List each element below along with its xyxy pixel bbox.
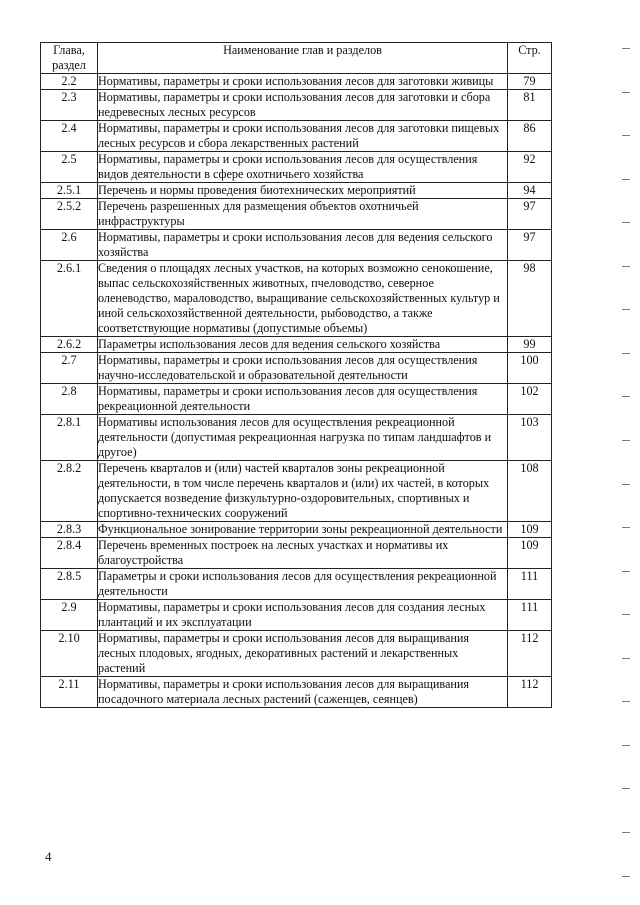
section-page: 111 [508, 600, 552, 631]
table-row [41, 230, 552, 261]
section-title: Сведения о площадях лесных участков, на которых возможно сенокошение, выпас сельскохозяйственных животных, пчеловодство, северное оленеводство, мараловодство, выращивание сельскохозяйственных культур и иной сельскохозяйственной деятельности, рыбоводство, а также соответствующие нормативы (допустимые объемы) [98, 261, 508, 337]
section-title: Нормативы, параметры и сроки использования лесов для осуществления видов деятельности в сфере охотничьего хозяйства [98, 152, 508, 183]
section-number: 2.2 [41, 74, 98, 90]
table-row [41, 261, 552, 337]
table-row [41, 461, 552, 522]
section-title: Нормативы, параметры и сроки использования лесов для осуществления научно-исследовательской и образовательной деятельности [98, 353, 508, 384]
section-number: 2.6 [41, 230, 98, 261]
section-title: Нормативы, параметры и сроки использования лесов для осуществления рекреационной деятельности [98, 384, 508, 415]
section-title: Перечень временных построек на лесных участках и нормативы их благоустройства [98, 538, 508, 569]
table-row [41, 199, 552, 230]
section-number: 2.5 [41, 152, 98, 183]
section-page: 109 [508, 522, 552, 538]
table-row [41, 74, 552, 90]
section-title: Параметры и сроки использования лесов для осуществления рекреационной деятельности [98, 569, 508, 600]
section-number: 2.4 [41, 121, 98, 152]
section-number: 2.8.5 [41, 569, 98, 600]
table-row [41, 631, 552, 677]
section-number: 2.11 [41, 677, 98, 708]
section-number: 2.6.2 [41, 337, 98, 353]
table-header-row [41, 43, 552, 74]
section-number: 2.5.1 [41, 183, 98, 199]
table-row [41, 677, 552, 708]
header-chapter: Глава, раздел [41, 43, 98, 74]
contents-table [40, 42, 552, 708]
header-page: Стр. [508, 43, 552, 74]
section-page: 97 [508, 230, 552, 261]
section-title: Нормативы, параметры и сроки использования лесов для создания лесных плантаций и их эксплуатации [98, 600, 508, 631]
section-number: 2.9 [41, 600, 98, 631]
table-row [41, 600, 552, 631]
section-number: 2.3 [41, 90, 98, 121]
header-title: Наименование глав и разделов [98, 43, 508, 74]
section-page: 111 [508, 569, 552, 600]
section-page: 97 [508, 199, 552, 230]
section-number: 2.6.1 [41, 261, 98, 337]
page-number: 4 [45, 849, 52, 864]
table-row [41, 183, 552, 199]
section-number: 2.8 [41, 384, 98, 415]
table-row [41, 121, 552, 152]
section-title: Перечень и нормы проведения биотехнических мероприятий [98, 183, 508, 199]
section-page: 94 [508, 183, 552, 199]
section-title: Нормативы, параметры и сроки использования лесов для заготовки живицы [98, 74, 508, 90]
table-row [41, 384, 552, 415]
section-title: Функциональное зонирование территории зоны рекреационной деятельности [98, 522, 508, 538]
table-row [41, 538, 552, 569]
section-number: 2.5.2 [41, 199, 98, 230]
scan-edge-marks [612, 0, 640, 905]
section-title: Нормативы, параметры и сроки использования лесов для выращивания лесных плодовых, ягодных, декоративных растений и лекарственных растений [98, 631, 508, 677]
section-number: 2.7 [41, 353, 98, 384]
table-row [41, 337, 552, 353]
section-number: 2.8.3 [41, 522, 98, 538]
section-number: 2.8.2 [41, 461, 98, 522]
section-page: 112 [508, 677, 552, 708]
contents-body [41, 74, 552, 708]
section-page: 86 [508, 121, 552, 152]
table-row [41, 90, 552, 121]
section-page: 79 [508, 74, 552, 90]
section-title: Параметры использования лесов для ведения сельского хозяйства [98, 337, 508, 353]
section-title: Перечень разрешенных для размещения объектов охотничьей инфраструктуры [98, 199, 508, 230]
section-title: Нормативы, параметры и сроки использования лесов для заготовки и сбора недревесных лесных ресурсов [98, 90, 508, 121]
table-row [41, 152, 552, 183]
section-page: 99 [508, 337, 552, 353]
section-page: 92 [508, 152, 552, 183]
section-page: 98 [508, 261, 552, 337]
section-number: 2.8.1 [41, 415, 98, 461]
table-row [41, 569, 552, 600]
section-page: 103 [508, 415, 552, 461]
section-page: 108 [508, 461, 552, 522]
section-number: 2.8.4 [41, 538, 98, 569]
section-number: 2.10 [41, 631, 98, 677]
section-page: 81 [508, 90, 552, 121]
section-page: 102 [508, 384, 552, 415]
section-page: 109 [508, 538, 552, 569]
section-title: Перечень кварталов и (или) частей кварталов зоны рекреационной деятельности, в том числе перечень кварталов и (или) их частей, в которых допускается возведение физкультурно-оздоровительных, спортивных и спортивно-технических сооружений [98, 461, 508, 522]
section-title: Нормативы, параметры и сроки использования лесов для заготовки пищевых лесных ресурсов и сбора лекарственных растений [98, 121, 508, 152]
section-title: Нормативы, параметры и сроки использования лесов для выращивания посадочного материала лесных растений (саженцев, сеянцев) [98, 677, 508, 708]
section-page: 100 [508, 353, 552, 384]
section-title: Нормативы использования лесов для осуществления рекреационной деятельности (допустимая рекреационная нагрузка по типам ландшафтов и другое) [98, 415, 508, 461]
table-row [41, 415, 552, 461]
table-row [41, 522, 552, 538]
table-row [41, 353, 552, 384]
section-title: Нормативы, параметры и сроки использования лесов для ведения сельского хозяйства [98, 230, 508, 261]
section-page: 112 [508, 631, 552, 677]
